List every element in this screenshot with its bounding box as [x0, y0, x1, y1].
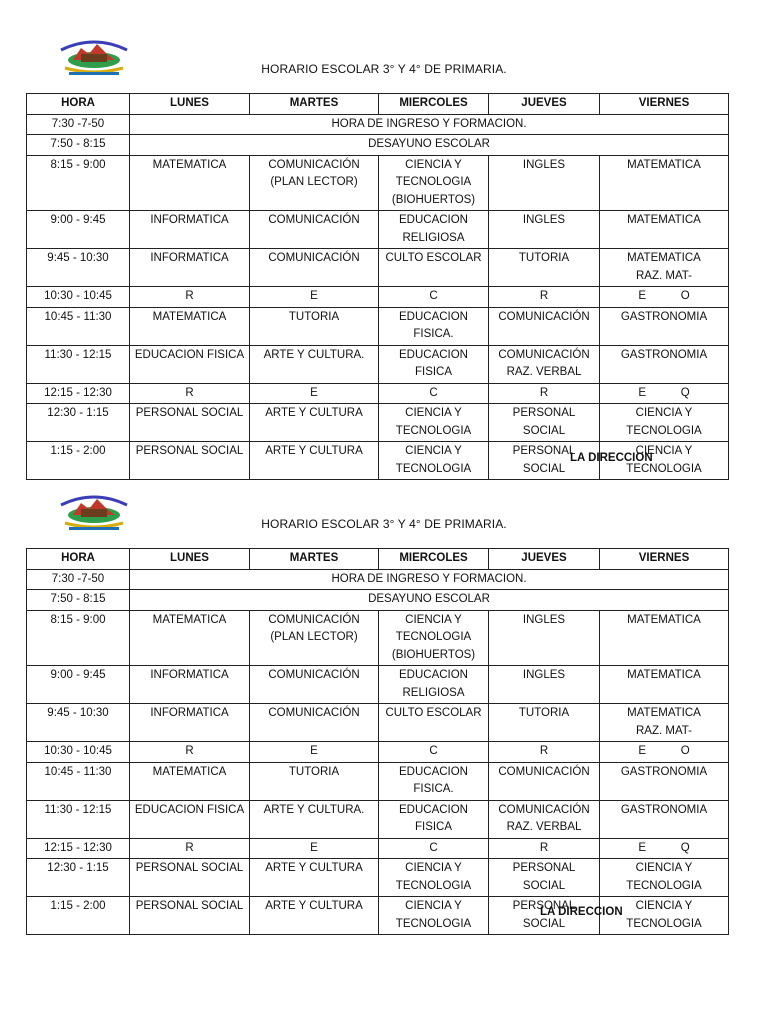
subject-cell: TUTORIA	[489, 249, 600, 287]
subject-cell: INFORMATICA	[130, 211, 250, 249]
time-cell: 10:45 - 11:30	[27, 307, 130, 345]
subject-cell: PERSONAL SOCIAL	[489, 404, 600, 442]
subject-cell: TUTORIA	[489, 704, 600, 742]
subject-cell: PERSONAL SOCIAL	[489, 897, 600, 935]
subject-cell: MATEMATICA RAZ. MAT-	[600, 249, 729, 287]
recess-letter: E	[638, 290, 647, 302]
time-cell: 7:30 -7-50	[27, 114, 130, 135]
subject-cell: INGLES	[489, 666, 600, 704]
recess-cell: R	[489, 742, 600, 763]
subject-cell: MATEMATICA	[600, 610, 729, 666]
subject-cell: CIENCIA Y TECNOLOGIA (BIOHUERTOS)	[379, 155, 489, 211]
subject-cell: INFORMATICA	[130, 249, 250, 287]
subject-cell: CIENCIA Y TECNOLOGIA	[379, 897, 489, 935]
recess-cell: C	[379, 838, 489, 859]
subject-cell: PERSONAL SOCIAL	[130, 897, 250, 935]
table-row	[27, 800, 729, 838]
table-row	[27, 838, 729, 859]
recess-cell: R	[489, 838, 600, 859]
table-row	[27, 897, 729, 935]
subject-cell: COMUNICACIÓN RAZ. VERBAL	[489, 800, 600, 838]
span-cell: DESAYUNO ESCOLAR	[130, 590, 729, 611]
subject-cell: CIENCIA Y TECNOLOGIA	[600, 859, 729, 897]
table-row	[27, 307, 729, 345]
subject-cell: COMUNICACIÓN (PLAN LECTOR)	[250, 610, 379, 666]
subject-cell: MATEMATICA	[130, 155, 250, 211]
subject-cell: MATEMATICA	[600, 666, 729, 704]
subject-cell: CULTO ESCOLAR	[379, 704, 489, 742]
column-header: MARTES	[250, 94, 379, 115]
recess-cell: E	[250, 742, 379, 763]
recess-letter: E	[638, 745, 647, 757]
column-header: VIERNES	[600, 549, 729, 570]
subject-cell: COMUNICACIÓN	[250, 704, 379, 742]
column-header: HORA	[27, 549, 130, 570]
subject-cell: EDUCACION FISICA	[130, 800, 250, 838]
subject-cell: EDUCACION RELIGIOSA	[379, 211, 489, 249]
subject-cell: CIENCIA Y TECNOLOGIA	[600, 897, 729, 935]
time-cell: 1:15 - 2:00	[27, 442, 130, 480]
time-cell: 1:15 - 2:00	[27, 897, 130, 935]
subject-cell: GASTRONOMIA	[600, 345, 729, 383]
subject-cell: INGLES	[489, 155, 600, 211]
time-cell: 8:15 - 9:00	[27, 155, 130, 211]
column-header: LUNES	[130, 549, 250, 570]
table-row	[27, 345, 729, 383]
subject-cell: ARTE Y CULTURA.	[250, 345, 379, 383]
recess-cell: C	[379, 287, 489, 308]
subject-cell: INGLES	[489, 211, 600, 249]
recess-letter: O	[680, 290, 690, 302]
subject-cell: MATEMATICA	[130, 610, 250, 666]
subject-cell: MATEMATICA RAZ. MAT-	[600, 704, 729, 742]
recess-cell	[600, 383, 729, 404]
subject-cell: TUTORIA	[250, 307, 379, 345]
header-row	[27, 94, 729, 115]
recess-cell: R	[130, 287, 250, 308]
table-row	[27, 762, 729, 800]
subject-cell: COMUNICACIÓN (PLAN LECTOR)	[250, 155, 379, 211]
subject-cell: COMUNICACIÓN	[489, 307, 600, 345]
time-cell: 9:00 - 9:45	[27, 211, 130, 249]
time-cell: 11:30 - 12:15	[27, 345, 130, 383]
recess-cell	[600, 838, 729, 859]
subject-cell: EDUCACION FISICA	[379, 800, 489, 838]
subject-cell: INGLES	[489, 610, 600, 666]
time-cell: 7:50 - 8:15	[27, 590, 130, 611]
time-cell: 9:45 - 10:30	[27, 704, 130, 742]
recess-cell	[600, 287, 729, 308]
recess-letter: Q	[680, 841, 690, 854]
table-row	[27, 859, 729, 897]
time-cell: 9:00 - 9:45	[27, 666, 130, 704]
time-cell: 12:30 - 1:15	[27, 404, 130, 442]
schedule-table	[26, 93, 729, 480]
table-row	[27, 704, 729, 742]
subject-cell: GASTRONOMIA	[600, 800, 729, 838]
subject-cell: ARTE Y CULTURA	[250, 859, 379, 897]
time-cell: 9:45 - 10:30	[27, 249, 130, 287]
subject-cell: ARTE Y CULTURA	[250, 442, 379, 480]
subject-cell: CULTO ESCOLAR	[379, 249, 489, 287]
subject-cell: PERSONAL SOCIAL	[489, 442, 600, 480]
table-row	[27, 114, 729, 135]
column-header: JUEVES	[489, 549, 600, 570]
subject-cell: GASTRONOMIA	[600, 762, 729, 800]
table-row	[27, 666, 729, 704]
table-row	[27, 569, 729, 590]
column-header: MARTES	[250, 549, 379, 570]
subject-cell: INFORMATICA	[130, 704, 250, 742]
time-cell: 12:15 - 12:30	[27, 838, 130, 859]
recess-cell: E	[250, 838, 379, 859]
table-row	[27, 404, 729, 442]
recess-cell: R	[130, 742, 250, 763]
recess-cell: C	[379, 742, 489, 763]
subject-cell: MATEMATICA	[600, 155, 729, 211]
table-row	[27, 135, 729, 156]
subject-cell: INFORMATICA	[130, 666, 250, 704]
header-row	[27, 549, 729, 570]
table-row	[27, 742, 729, 763]
column-header: JUEVES	[489, 94, 600, 115]
signature-footer: LA DIRECCION	[570, 452, 653, 464]
table-row	[27, 383, 729, 404]
subject-cell: EDUCACION FISICA	[379, 345, 489, 383]
time-cell: 11:30 - 12:15	[27, 800, 130, 838]
span-cell: HORA DE INGRESO Y FORMACION.	[130, 569, 729, 590]
time-cell: 7:50 - 8:15	[27, 135, 130, 156]
time-cell: 10:30 - 10:45	[27, 287, 130, 308]
subject-cell: CIENCIA Y TECNOLOGIA	[379, 442, 489, 480]
subject-cell: EDUCACION RELIGIOSA	[379, 666, 489, 704]
recess-letter: O	[680, 745, 690, 757]
recess-cell: C	[379, 383, 489, 404]
subject-cell: PERSONAL SOCIAL	[489, 859, 600, 897]
subject-cell: CIENCIA Y TECNOLOGIA (BIOHUERTOS)	[379, 610, 489, 666]
time-cell: 7:30 -7-50	[27, 569, 130, 590]
schedule-table	[26, 548, 729, 935]
subject-cell: COMUNICACIÓN	[250, 249, 379, 287]
recess-letter: Q	[680, 386, 690, 399]
table-row	[27, 287, 729, 308]
time-cell: 10:45 - 11:30	[27, 762, 130, 800]
subject-cell: ARTE Y CULTURA	[250, 404, 379, 442]
recess-cell: R	[489, 287, 600, 308]
table-row	[27, 249, 729, 287]
schedule-title: HORARIO ESCOLAR 3° Y 4° DE PRIMARIA.	[261, 517, 507, 531]
column-header: MIERCOLES	[379, 549, 489, 570]
subject-cell: COMUNICACIÓN	[250, 666, 379, 704]
subject-cell: CIENCIA Y TECNOLOGIA	[600, 404, 729, 442]
subject-cell: MATEMATICA	[600, 211, 729, 249]
recess-cell: R	[489, 383, 600, 404]
subject-cell: TUTORIA	[250, 762, 379, 800]
column-header: LUNES	[130, 94, 250, 115]
time-cell: 8:15 - 9:00	[27, 610, 130, 666]
column-header: MIERCOLES	[379, 94, 489, 115]
subject-cell: GASTRONOMIA	[600, 307, 729, 345]
time-cell: 12:15 - 12:30	[27, 383, 130, 404]
table-row	[27, 610, 729, 666]
table-row	[27, 211, 729, 249]
subject-cell: EDUCACION FISICA.	[379, 762, 489, 800]
time-cell: 10:30 - 10:45	[27, 742, 130, 763]
subject-cell: ARTE Y CULTURA	[250, 897, 379, 935]
subject-cell: EDUCACION FISICA	[130, 345, 250, 383]
recess-cell: R	[130, 383, 250, 404]
time-cell: 12:30 - 1:15	[27, 859, 130, 897]
subject-cell: PERSONAL SOCIAL	[130, 442, 250, 480]
recess-letter: E	[638, 386, 647, 399]
span-cell: HORA DE INGRESO Y FORMACION.	[130, 114, 729, 135]
subject-cell: COMUNICACIÓN	[250, 211, 379, 249]
recess-letter: E	[638, 841, 647, 854]
subject-cell: CIENCIA Y TECNOLOGIA	[379, 404, 489, 442]
recess-cell: R	[130, 838, 250, 859]
subject-cell: EDUCACION FISICA.	[379, 307, 489, 345]
column-header: HORA	[27, 94, 130, 115]
table-row	[27, 590, 729, 611]
signature-footer: LA DIRECCION	[540, 906, 623, 918]
recess-cell: E	[250, 383, 379, 404]
subject-cell: PERSONAL SOCIAL	[130, 404, 250, 442]
subject-cell: MATEMATICA	[130, 307, 250, 345]
schedule-title: HORARIO ESCOLAR 3° Y 4° DE PRIMARIA.	[261, 62, 507, 76]
subject-cell: CIENCIA Y TECNOLOGIA	[600, 442, 729, 480]
column-header: VIERNES	[600, 94, 729, 115]
subject-cell: ARTE Y CULTURA.	[250, 800, 379, 838]
subject-cell: PERSONAL SOCIAL	[130, 859, 250, 897]
subject-cell: CIENCIA Y TECNOLOGIA	[379, 859, 489, 897]
subject-cell: COMUNICACIÓN	[489, 762, 600, 800]
subject-cell: COMUNICACIÓN RAZ. VERBAL	[489, 345, 600, 383]
recess-cell: E	[250, 287, 379, 308]
subject-cell: MATEMATICA	[130, 762, 250, 800]
span-cell: DESAYUNO ESCOLAR	[130, 135, 729, 156]
recess-cell	[600, 742, 729, 763]
table-row	[27, 155, 729, 211]
